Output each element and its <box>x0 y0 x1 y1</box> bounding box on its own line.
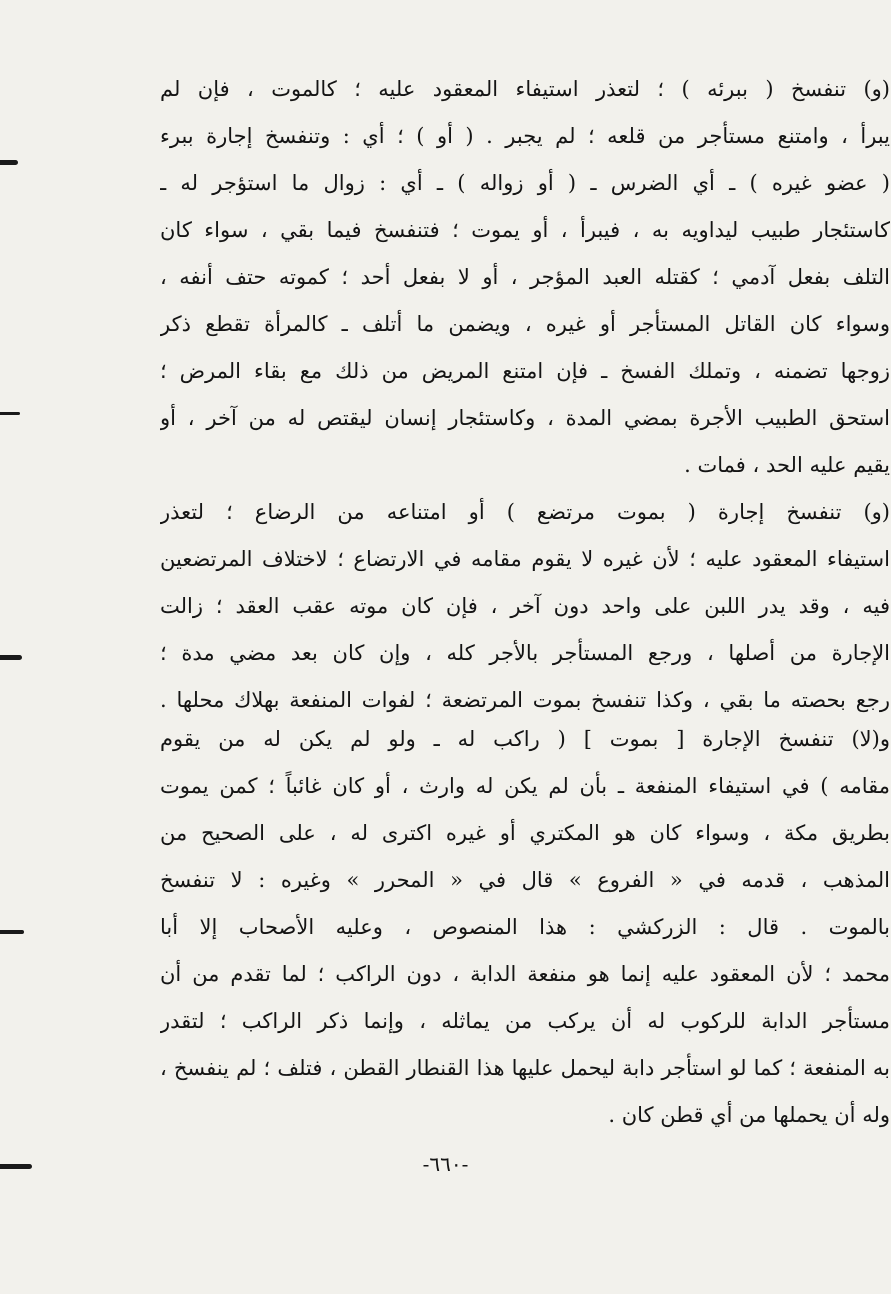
text-line: بالموت . قال : الزركشي : هذا المنصوص ، وعليه الأصحاب إلا أبا <box>160 915 890 939</box>
text-line: المذهب ، قدمه في « الفروع » قال في « المحرر » وغيره : لا تنفسخ <box>160 868 890 892</box>
text-line: مقامه ) في استيفاء المنفعة ـ بأن لم يكن له وارث ، أو كان غائباً ؛ كمن يموت <box>160 774 890 798</box>
text-line: وسواء كان القاتل المستأجر أو غيره ، ويضمن ما أتلف ـ كالمرأة تقطع ذكر <box>160 312 890 336</box>
text-line: (و) تنفسخ ( ببرئه ) ؛ لتعذر استيفاء المعقود عليه ؛ كالموت ، فإن لم <box>160 77 890 101</box>
scan-mark <box>0 412 20 415</box>
text-line: فيه ، وقد يدر اللبن على واحد دون آخر ، فإن كان موته عقب العقد ؛ زالت <box>160 594 890 618</box>
scan-mark <box>0 655 22 660</box>
paragraph-1 <box>160 66 890 489</box>
text-line: محمد ؛ لأن المعقود عليه إنما هو منفعة الدابة ، دون الراكب ؛ لما تقدم من أن <box>160 962 890 986</box>
text-line: يبرأ ، وامتنع مستأجر من قلعه ؛ لم يجبر . ( أو ) ؛ أي : وتنفسخ إجارة ببرء <box>160 124 890 148</box>
scan-mark <box>0 160 18 165</box>
text-line: وله أن يحملها من أي قطن كان . <box>608 1103 890 1127</box>
text-line: مستأجر الدابة للركوب له أن يركب من يماثله ، وإنما ذكر الراكب ؛ لتقدر <box>160 1009 890 1033</box>
text-line: ( عضو غيره ) ـ أي الضرس ـ ( أو زواله ) ـ أي : زوال ما استؤجر له ـ <box>160 171 890 195</box>
text-line: الإجارة من أصلها ، ورجع المستأجر بالأجر كله ، وإن كان بعد مضي مدة ؛ <box>160 641 890 665</box>
text-line: كاستئجار طبيب ليداويه به ، فيبرأ ، أو يموت ؛ فتنفسخ فيما بقي ، سواء كان <box>160 218 890 242</box>
text-line: به المنفعة ؛ كما لو استأجر دابة ليحمل عليها هذا القنطار القطن ، فتلف ؛ لم ينفسخ ، <box>160 1056 890 1080</box>
paragraph-3 <box>160 716 890 1139</box>
paragraph-2 <box>160 489 890 724</box>
text-line: رجع بحصته ما بقي ، وكذا تنفسخ بموت المرتضعة ؛ لفوات المنفعة بهلاك محلها . <box>160 688 890 712</box>
text-line: بطريق مكة ، وسواء كان هو المكتري أو غيره اكترى له ، على الصحيح من <box>160 821 890 845</box>
text-line: (و) تنفسخ إجارة ( بموت مرتضع ) أو امتناعه من الرضاع ؛ لتعذر <box>160 500 890 524</box>
page-number: -٦٦٠- <box>422 1152 469 1176</box>
text-line: و(لا) تنفسخ الإجارة [ بموت ] ( راكب له ـ ولو لم يكن له من يقوم <box>160 727 890 751</box>
text-line: استحق الطبيب الأجرة بمضي المدة ، وكاستئجار إنسان ليقتص له من آخر ، أو <box>160 406 890 430</box>
text-line: زوجها تضمنه ، وتملك الفسخ ـ فإن امتنع المريض من ذلك مع بقاء المرض ؛ <box>160 359 890 383</box>
scan-mark <box>0 930 24 934</box>
text-line: يقيم عليه الحد ، فمات . <box>684 453 890 477</box>
text-line: استيفاء المعقود عليه ؛ لأن غيره لا يقوم مقامه في الارتضاع ؛ لاختلاف المرتضعين <box>160 547 890 571</box>
text-line: التلف بفعل آدمي ؛ كقتله العبد المؤجر ، أو لا بفعل أحد ؛ كموته حتف أنفه ، <box>160 265 890 289</box>
